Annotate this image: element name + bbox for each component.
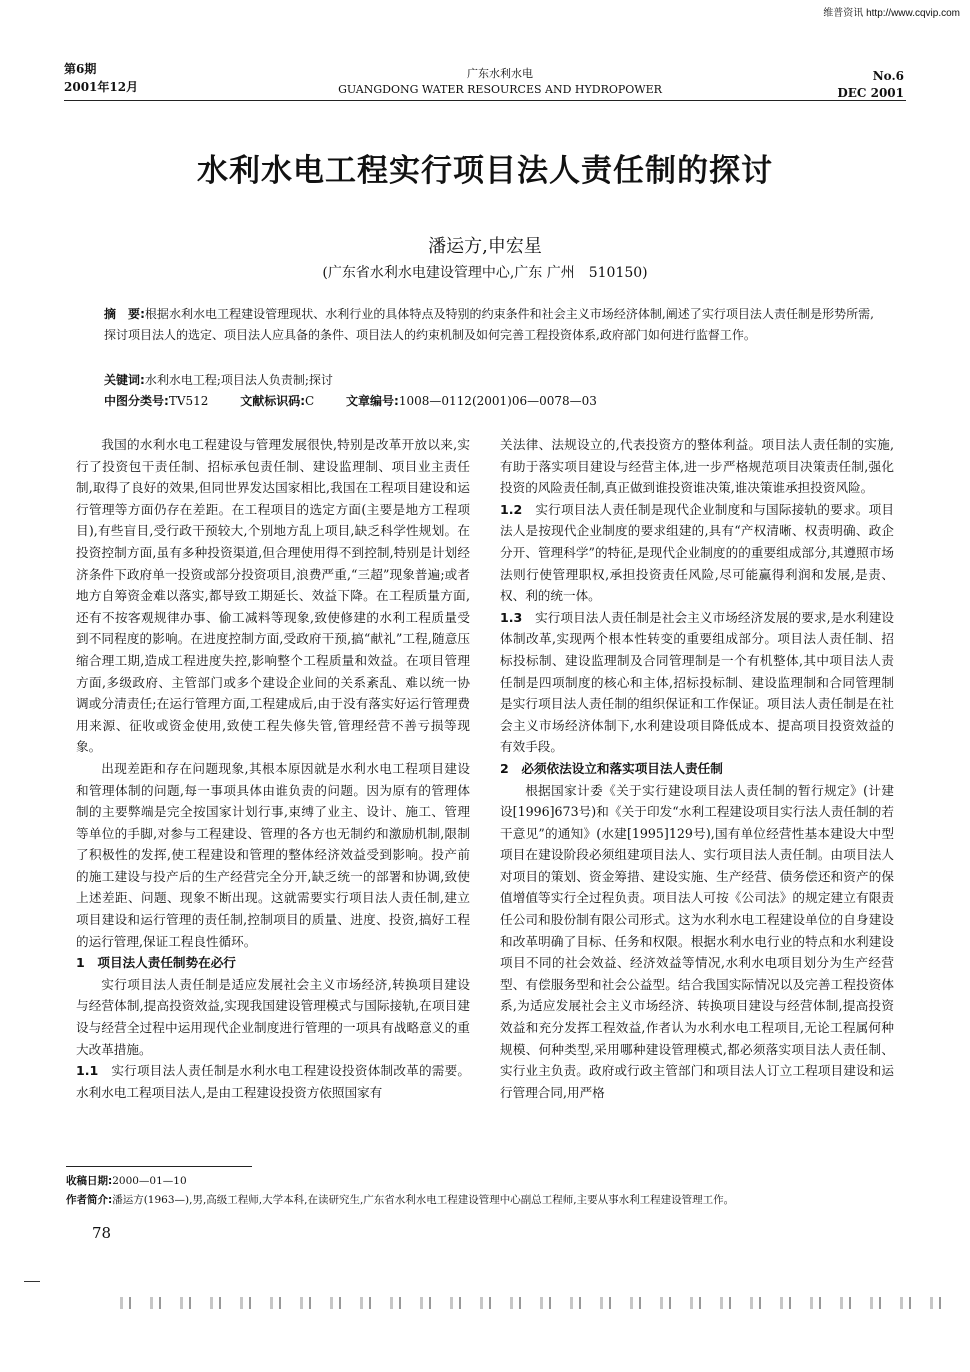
received-date <box>66 1172 906 1191</box>
keywords <box>104 370 874 390</box>
paragraph: 出现差距和存在问题现象,其根本原因就是水利水电工程项目建设和管理体制的问题,每一事项具体由谁负责的问题。因为原有的管理体制的主要弊端是完全按国家计划行事,束缚了业主、设计、施工、管理等单位的手脚,对参与工程建设、管理的各方也无制约和激励机制,限制了积极性的发挥,使工程建设和管理的整体经济效益受到影响。投产前的施工建设与投产后的生产经营完全分开,缺乏统一的部署和协调,致使上述差距、问题、现象不断出现。这就需要实行项目法人责任制,建立项目建设和运行管理的责任制,控制项目的质量、进度、投资,搞好工程的运行管理,保证工程良性循环。 <box>76 760 470 949</box>
issue-number-en: No.6 <box>872 69 904 83</box>
subsection-text: 实行项目法人责任制是现代企业制度和与国际接轨的要求。项目法人是按现代企业制度的要求组建的,具有“产权清晰、权责明确、政企分开、管理科学”的特征,是现代企业制度的的重要组成部分,其遵照市场法则行使管理职权,承担投资责任风险,尽可能赢得利润和发展,是责、权、利的统一体。 <box>500 501 894 604</box>
section-heading-2: 2 必须依法设立和落实项目法人责任制 <box>500 760 723 776</box>
keywords-text: 水利水电工程;项目法人负责制;探讨 <box>144 373 333 387</box>
subsection-number: 1.2 <box>500 501 523 517</box>
doc-label: 文献标识码: <box>240 394 306 408</box>
page-number: 78 <box>92 1224 112 1242</box>
article-number <box>346 394 597 408</box>
section-heading-1: 1 项目法人责任制势在必行 <box>76 955 236 971</box>
art-value: 1008—0112(2001)06—0078—03 <box>398 394 597 408</box>
subsection-text: 实行项目法人责任制是水利水电工程建设投资体制改革的需要。水利水电工程项目法人,是由工程建设投资方依照国家有 <box>76 1063 470 1100</box>
subsection-text: 实行项目法人责任制是社会主义市场经济发展的要求,是水利建设体制改革,实现两个根本性转变的重要组成部分。项目法人责任制、招标投标制、建设监理制及合同管理制是一个有机整体,其中项目法人责任制是四项制度的核心和主体,招标投标制、建设监理制和合同管理制是实行项目法人责任制的组织保证和工作保证。项目法人责任制是在社会主义市场经济体制下,水利建设项目降低成本、提高项目投资效益的有效手段。 <box>500 609 894 755</box>
subsection-1-3 <box>500 607 894 758</box>
keywords-label: 关键词: <box>104 373 145 387</box>
affiliation: (广东省水利水电建设管理中心,广东 广州 510150) <box>322 265 648 281</box>
journal-name-cn: 广东水利水电 <box>467 67 533 80</box>
paragraph: 根据国家计委《关于实行建设项目法人责任制的暂行规定》(计建设[1996]673号)和《关于印发“水利工程建设项目实行法人责任制的若干意见”的通知》(水建[1995]129号),国有单位经营性基本建设大中型项目在建设阶段必须组建项目法人、实行项目法人责任制。由项目法人对项目的策划、资金筹措、建设实施、生产经营、债务偿还和资产的保值增值等实行全过程负责。项目法人可按《公司法》的规定建立有限责任公司和股份制有限公司形式。这为水利水电工程建设单位的自身建设和改革明确了目标、任务和权限。根据水利水电行业的特点和水利建设项目不同的社会效益、经济效益等情况,水利水电项目划分为生产经营型、有偿服务型和社会公益型。结合我国实际情况以及完善工程投资体系,为适应发展社会主义市场经济、转换项目建设与经营体制,提高投资效益和充分发挥工程效益,作者认为水利水电工程项目,无论工程属何种规模、何种类型,采用哪种建设管理模式,都必须落实项目法人责任制、实行业主负责。政府或行政主管部门和项目法人订立工程项目建设和运行管理合同,用严格 <box>500 782 894 1100</box>
author-bio-label: 作者简介: <box>66 1194 113 1206</box>
author-bio-text: 潘运方(1963—),男,高级工程师,大学本科,在读研究生,广东省水利水电工程建设管理中心副总工程师,主要从事水利工程建设管理工作。 <box>112 1194 735 1206</box>
watermark: 维普资讯 http://www.cqvip.com <box>823 8 960 19</box>
subsection-1-1 <box>76 1060 470 1103</box>
authors: 潘运方,申宏星 <box>428 236 542 257</box>
subsection-number: 1.1 <box>76 1063 99 1079</box>
paragraph: 我国的水利水电工程建设与管理发展很快,特别是改革开放以来,实行了投资包干责任制、招标承包责任制、建设监理制、项目业主责任制,取得了良好的效果,但同世界发达国家相比,我国在工程项目建设和运行管理等方面仍存在差距。在工程项目的选定方面(主要是地方工程项目),有些盲目,受行政干预较大,个别地方乱上项目,缺乏科学性规划。在投资控制方面,虽有多种投资渠道,但合理使用得不到控制,特别是计划经济条件下政府单一投资或部分投资项目,浪费严重,“三超”现象普遍;或者地方自筹资金难以落实,都导致工期延长、效益下降。在工程质量方面,还有不按客观规律办事、偷工减料等现象,致使修建的水利工程质量受到不同程度的影响。在进度控制方面,受政府干预,搞“献礼”工程,随意压缩合理工期,造成工程进度失控,影响整个工程质量和效益。在项目管理方面,多级政府、主管部门或多个建设企业间的关系紊乱、难以统一协调或分清责任;在运行管理方面,工程建成后,由于没有落实好运行管理费用来源、征收或资金使用,致使工程失修失管,管理经营不善亏损等现象。 <box>76 437 470 755</box>
issue-date: 2001年12月 <box>64 80 139 94</box>
abstract-text: 根据水利水电工程建设管理现状、水利行业的具体特点及特别的约束条件和社会主义市场经济体制,阐述了实行项目法人责任制是形势所需,探讨项目法人的选定、项目法人应具备的条件、项目法人的约束机制及如何完善工程投资体系,政府部门如何进行监督工作。 <box>104 307 874 342</box>
subsection-1-2 <box>500 499 894 607</box>
document-code <box>240 394 314 408</box>
doc-value: C <box>305 394 315 408</box>
issue-info <box>64 60 138 96</box>
journal-header <box>300 66 700 98</box>
received-label: 收稿日期: <box>66 1175 113 1187</box>
right-column <box>500 434 894 1103</box>
author-bio <box>66 1191 906 1210</box>
clc-number <box>104 394 208 408</box>
paragraph: 关法律、法规设立的,代表投资方的整体利益。项目法人责任制的实施,有助于落实项目建设与经营主体,进一步严格规范项目决策责任制,强化投资的风险责任制,真正做到谁投资谁决策,谁决策谁承担投资风险。 <box>500 437 894 496</box>
scan-artifact <box>120 1297 960 1309</box>
clc-label: 中图分类号: <box>104 394 169 408</box>
abstract-label: 摘 要: <box>104 307 145 321</box>
subsection-number: 1.3 <box>500 609 523 625</box>
classification-line <box>104 391 874 411</box>
art-label: 文章编号: <box>346 394 399 408</box>
article-title: 水利水电工程实行项目法人责任制的探讨 <box>197 153 773 189</box>
paragraph: 实行项目法人责任制是适应发展社会主义市场经济,转换项目建设与经营体制,提高投资效益,实现我国建设管理模式与国际接轨,在项目建设与经营全过程中运用现代企业制度进行管理的一项具有战略意义的重大改革措施。 <box>76 976 470 1057</box>
footnote-rule <box>66 1166 252 1167</box>
received-value: 2000—01—10 <box>112 1175 187 1187</box>
issue-info-en <box>837 68 904 102</box>
footnotes <box>66 1172 906 1210</box>
clc-value: TV512 <box>168 394 209 408</box>
journal-name-en: GUANGDONG WATER RESOURCES AND HYDROPOWER <box>338 83 662 96</box>
issue-number: 第6期 <box>64 62 97 76</box>
issue-date-en: DEC 2001 <box>837 86 904 100</box>
margin-mark <box>24 1281 40 1282</box>
left-column <box>76 434 470 1103</box>
abstract <box>104 304 874 346</box>
header-rule <box>64 100 906 101</box>
